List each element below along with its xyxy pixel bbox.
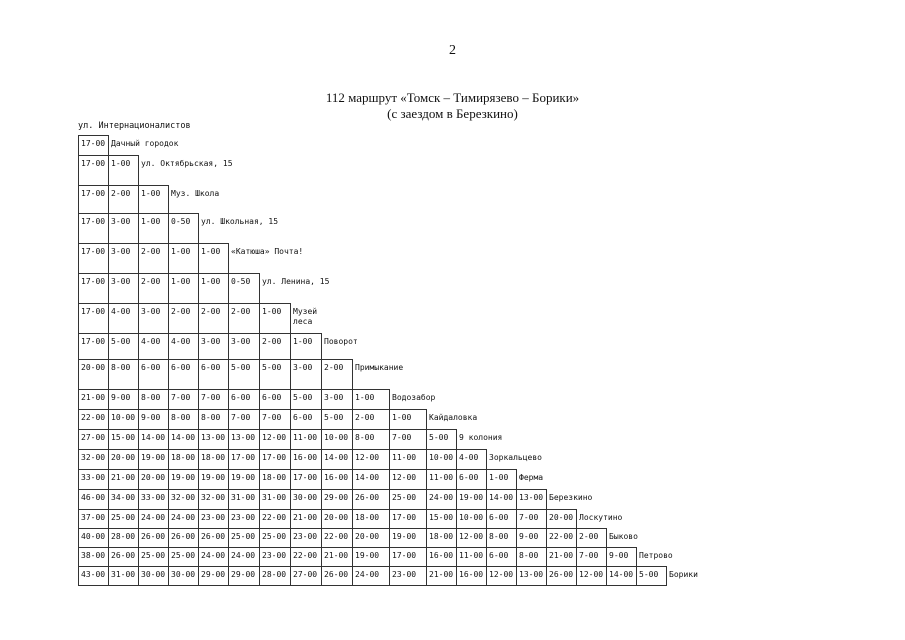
time-cell: 17-00 xyxy=(228,449,260,470)
time-cell: 20-00 xyxy=(321,509,353,529)
stop-name: Зоркальцево xyxy=(489,453,542,462)
time-cell: 8-00 xyxy=(516,547,547,567)
time-cell: 18-00 xyxy=(198,449,229,470)
time-cell: 1-00 xyxy=(198,273,229,304)
time-cell: 1-00 xyxy=(138,213,169,244)
time-cell: 16-00 xyxy=(456,566,487,586)
time-cell: 2-00 xyxy=(108,185,139,214)
stop-name: Борики xyxy=(669,570,698,579)
time-cell: 18-00 xyxy=(426,528,457,548)
time-cell: 19-00 xyxy=(456,489,487,510)
time-cell: 14-00 xyxy=(606,566,637,586)
time-cell: 4-00 xyxy=(456,449,487,470)
time-cell: 8-00 xyxy=(108,359,139,390)
time-cell: 22-00 xyxy=(259,509,291,529)
time-cell: 19-00 xyxy=(168,469,199,490)
time-cell: 2-00 xyxy=(259,333,291,360)
time-cell: 33-00 xyxy=(78,469,109,490)
time-cell: 31-00 xyxy=(228,489,260,510)
time-cell: 19-00 xyxy=(198,469,229,490)
time-cell: 7-00 xyxy=(228,409,260,430)
time-cell: 25-00 xyxy=(389,489,427,510)
time-cell: 2-00 xyxy=(138,273,169,304)
time-cell: 19-00 xyxy=(138,449,169,470)
time-cell: 7-00 xyxy=(259,409,291,430)
time-cell: 15-00 xyxy=(426,509,457,529)
time-cell: 27-00 xyxy=(78,429,109,450)
stop-name: ул. Школьная, 15 xyxy=(201,217,279,226)
stop-name: 9 колония xyxy=(459,433,503,442)
time-cell: 29-00 xyxy=(228,566,260,586)
time-cell: 13-00 xyxy=(516,489,547,510)
time-cell: 5-00 xyxy=(426,429,457,450)
stop-name: Петрово xyxy=(639,551,673,560)
stop-name: Водозабор xyxy=(392,393,436,402)
stop-name: Лоскутино xyxy=(579,513,623,522)
time-cell: 9-00 xyxy=(516,528,547,548)
time-cell: 11-00 xyxy=(290,429,322,450)
time-cell: 12-00 xyxy=(352,449,390,470)
time-cell: 30-00 xyxy=(138,566,169,586)
time-cell: 17-00 xyxy=(78,135,109,156)
time-cell: 2-00 xyxy=(576,528,607,548)
page-number: 2 xyxy=(449,43,456,58)
time-cell: 3-00 xyxy=(108,273,139,304)
time-cell: 15-00 xyxy=(108,429,139,450)
time-cell: 7-00 xyxy=(576,547,607,567)
time-cell: 22-00 xyxy=(321,528,353,548)
time-cell: 3-00 xyxy=(138,303,169,334)
time-cell: 8-00 xyxy=(168,409,199,430)
time-cell: 1-00 xyxy=(138,185,169,214)
time-cell: 8-00 xyxy=(486,528,517,548)
time-cell: 7-00 xyxy=(168,389,199,410)
time-cell: 21-00 xyxy=(108,469,139,490)
time-cell: 18-00 xyxy=(168,449,199,470)
stop-name: Примыкание xyxy=(355,363,404,372)
time-cell: 11-00 xyxy=(456,547,487,567)
time-cell: 17-00 xyxy=(78,333,109,360)
time-cell: 1-00 xyxy=(168,273,199,304)
time-cell: 24-00 xyxy=(352,566,390,586)
time-cell: 25-00 xyxy=(138,547,169,567)
time-cell: 24-00 xyxy=(168,509,199,529)
stop-name: Березкино xyxy=(549,493,593,502)
time-cell: 17-00 xyxy=(389,509,427,529)
time-cell: 2-00 xyxy=(198,303,229,334)
time-cell: 12-00 xyxy=(259,429,291,450)
time-cell: 2-00 xyxy=(228,303,260,334)
time-cell: 19-00 xyxy=(352,547,390,567)
time-cell: 24-00 xyxy=(198,547,229,567)
time-cell: 32-00 xyxy=(168,489,199,510)
time-cell: 8-00 xyxy=(352,429,390,450)
time-cell: 1-00 xyxy=(389,409,427,430)
time-cell: 5-00 xyxy=(108,333,139,360)
time-cell: 3-00 xyxy=(198,333,229,360)
time-cell: 38-00 xyxy=(78,547,109,567)
time-cell: 6-00 xyxy=(486,547,517,567)
time-cell: 11-00 xyxy=(389,449,427,470)
time-cell: 34-00 xyxy=(108,489,139,510)
time-cell: 26-00 xyxy=(108,547,139,567)
time-cell: 14-00 xyxy=(138,429,169,450)
stop-name: Быково xyxy=(609,532,638,541)
time-cell: 14-00 xyxy=(168,429,199,450)
time-cell: 43-00 xyxy=(78,566,109,586)
time-cell: 19-00 xyxy=(228,469,260,490)
time-cell: 30-00 xyxy=(290,489,322,510)
time-cell: 9-00 xyxy=(108,389,139,410)
time-cell: 13-00 xyxy=(516,566,547,586)
time-cell: 17-00 xyxy=(259,449,291,470)
time-cell: 10-00 xyxy=(321,429,353,450)
time-cell: 12-00 xyxy=(576,566,607,586)
time-cell: 12-00 xyxy=(486,566,517,586)
time-cell: 26-00 xyxy=(198,528,229,548)
time-cell: 9-00 xyxy=(138,409,169,430)
time-cell: 1-00 xyxy=(486,469,517,490)
time-cell: 22-00 xyxy=(290,547,322,567)
time-cell: 6-00 xyxy=(198,359,229,390)
time-cell: 0-50 xyxy=(228,273,260,304)
stop-name: ул. Ленина, 15 xyxy=(262,277,330,286)
time-cell: 23-00 xyxy=(259,547,291,567)
stop-name: ул. Октябрьская, 15 xyxy=(141,159,233,168)
time-cell: 37-00 xyxy=(78,509,109,529)
time-cell: 13-00 xyxy=(198,429,229,450)
time-cell: 17-00 xyxy=(78,303,109,334)
time-cell: 23-00 xyxy=(228,509,260,529)
time-cell: 4-00 xyxy=(108,303,139,334)
time-cell: 6-00 xyxy=(168,359,199,390)
time-cell: 4-00 xyxy=(168,333,199,360)
time-cell: 11-00 xyxy=(426,469,457,490)
time-cell: 3-00 xyxy=(108,213,139,244)
time-cell: 26-00 xyxy=(321,566,353,586)
time-cell: 17-00 xyxy=(78,273,109,304)
stop-name: Поворот xyxy=(324,337,358,346)
time-cell: 16-00 xyxy=(426,547,457,567)
time-cell: 1-00 xyxy=(259,303,291,334)
time-cell: 17-00 xyxy=(78,243,109,274)
time-cell: 3-00 xyxy=(228,333,260,360)
time-cell: 20-00 xyxy=(352,528,390,548)
stop-name: Муз. Школа xyxy=(171,189,220,198)
time-cell: 5-00 xyxy=(228,359,260,390)
time-cell: 2-00 xyxy=(321,359,353,390)
time-cell: 28-00 xyxy=(259,566,291,586)
time-cell: 1-00 xyxy=(108,155,139,186)
time-cell: 5-00 xyxy=(259,359,291,390)
stop-name: Кайдаловка xyxy=(429,413,478,422)
time-cell: 14-00 xyxy=(486,489,517,510)
time-cell: 40-00 xyxy=(78,528,109,548)
time-cell: 3-00 xyxy=(290,359,322,390)
stop-name: Ферма xyxy=(519,473,544,482)
time-cell: 5-00 xyxy=(636,566,667,586)
time-cell: 23-00 xyxy=(290,528,322,548)
time-cell: 6-00 xyxy=(259,389,291,410)
time-cell: 1-00 xyxy=(198,243,229,274)
time-cell: 32-00 xyxy=(198,489,229,510)
time-cell: 29-00 xyxy=(198,566,229,586)
time-cell: 19-00 xyxy=(389,528,427,548)
time-cell: 1-00 xyxy=(290,333,322,360)
time-cell: 25-00 xyxy=(228,528,260,548)
time-cell: 10-00 xyxy=(456,509,487,529)
stop-name: Музей леса xyxy=(293,307,318,326)
time-cell: 2-00 xyxy=(352,409,390,430)
time-cell: 13-00 xyxy=(228,429,260,450)
time-cell: 24-00 xyxy=(138,509,169,529)
time-cell: 25-00 xyxy=(108,509,139,529)
time-cell: 28-00 xyxy=(108,528,139,548)
time-cell: 20-00 xyxy=(108,449,139,470)
time-cell: 24-00 xyxy=(426,489,457,510)
time-cell: 17-00 xyxy=(78,213,109,244)
time-cell: 8-00 xyxy=(138,389,169,410)
time-cell: 7-00 xyxy=(198,389,229,410)
time-cell: 26-00 xyxy=(352,489,390,510)
time-cell: 2-00 xyxy=(138,243,169,274)
time-cell: 26-00 xyxy=(546,566,577,586)
time-cell: 27-00 xyxy=(290,566,322,586)
time-cell: 21-00 xyxy=(78,389,109,410)
time-cell: 18-00 xyxy=(352,509,390,529)
time-cell: 31-00 xyxy=(108,566,139,586)
time-cell: 7-00 xyxy=(516,509,547,529)
time-cell: 3-00 xyxy=(321,389,353,410)
time-cell: 20-00 xyxy=(78,359,109,390)
time-cell: 25-00 xyxy=(168,547,199,567)
time-cell: 17-00 xyxy=(290,469,322,490)
time-cell: 17-00 xyxy=(78,185,109,214)
time-cell: 6-00 xyxy=(228,389,260,410)
time-cell: 16-00 xyxy=(290,449,322,470)
time-cell: 12-00 xyxy=(389,469,427,490)
time-cell: 6-00 xyxy=(486,509,517,529)
stop-name: «Катюша» Почта! xyxy=(231,247,304,256)
time-cell: 17-00 xyxy=(389,547,427,567)
time-cell: 21-00 xyxy=(290,509,322,529)
time-cell: 32-00 xyxy=(78,449,109,470)
time-cell: 12-00 xyxy=(456,528,487,548)
time-cell: 20-00 xyxy=(546,509,577,529)
time-cell: 5-00 xyxy=(290,389,322,410)
time-cell: 33-00 xyxy=(138,489,169,510)
route-subtitle: (с заездом в Березкино) xyxy=(387,106,518,121)
time-cell: 2-00 xyxy=(168,303,199,334)
time-cell: 1-00 xyxy=(352,389,390,410)
time-cell: 22-00 xyxy=(546,528,577,548)
time-cell: 0-50 xyxy=(168,213,199,244)
time-cell: 31-00 xyxy=(259,489,291,510)
time-cell: 5-00 xyxy=(321,409,353,430)
first-stop-label: ул. Интернационалистов xyxy=(78,121,191,131)
time-cell: 3-00 xyxy=(108,243,139,274)
time-cell: 18-00 xyxy=(259,469,291,490)
time-cell: 16-00 xyxy=(321,469,353,490)
stop-name: Дачный городок xyxy=(111,139,179,148)
time-cell: 6-00 xyxy=(456,469,487,490)
time-cell: 26-00 xyxy=(168,528,199,548)
time-cell: 29-00 xyxy=(321,489,353,510)
time-cell: 1-00 xyxy=(168,243,199,274)
time-cell: 21-00 xyxy=(426,566,457,586)
time-cell: 22-00 xyxy=(78,409,109,430)
time-cell: 9-00 xyxy=(606,547,637,567)
time-cell: 20-00 xyxy=(138,469,169,490)
time-cell: 14-00 xyxy=(352,469,390,490)
time-cell: 21-00 xyxy=(546,547,577,567)
time-cell: 26-00 xyxy=(138,528,169,548)
time-cell: 23-00 xyxy=(389,566,427,586)
time-cell: 10-00 xyxy=(426,449,457,470)
time-cell: 21-00 xyxy=(321,547,353,567)
time-cell: 4-00 xyxy=(138,333,169,360)
time-cell: 10-00 xyxy=(108,409,139,430)
time-cell: 30-00 xyxy=(168,566,199,586)
time-cell: 6-00 xyxy=(290,409,322,430)
time-cell: 8-00 xyxy=(198,409,229,430)
time-cell: 24-00 xyxy=(228,547,260,567)
time-cell: 17-00 xyxy=(78,155,109,186)
time-cell: 6-00 xyxy=(138,359,169,390)
time-cell: 23-00 xyxy=(198,509,229,529)
time-cell: 7-00 xyxy=(389,429,427,450)
time-cell: 14-00 xyxy=(321,449,353,470)
time-cell: 25-00 xyxy=(259,528,291,548)
route-title: 112 маршрут «Томск – Тимирязево – Борики» xyxy=(325,90,580,105)
time-cell: 46-00 xyxy=(78,489,109,510)
